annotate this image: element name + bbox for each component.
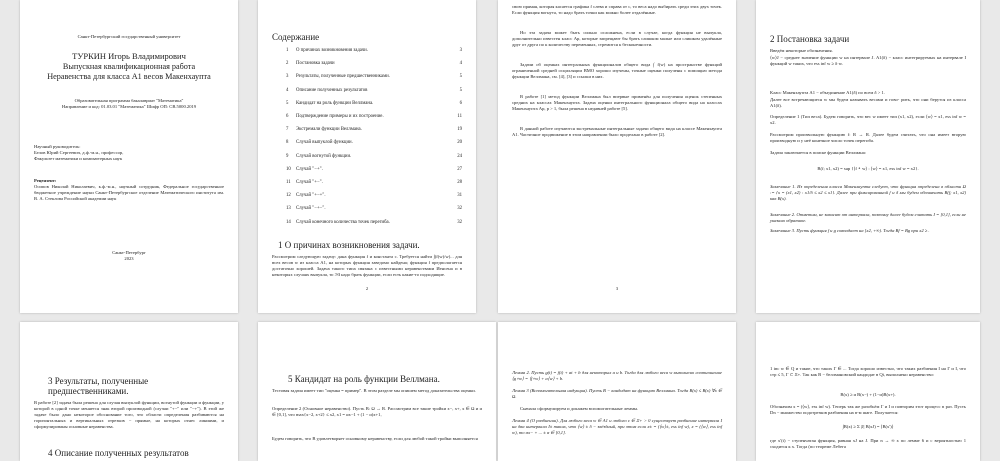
direction: Направление и код: 01.03.01 "Математика" Шифр ОП: СВ.5000.2019 (61, 104, 197, 109)
toc-entry[interactable]: 1 О причинах возникновения задачи. 3 (286, 48, 462, 53)
year: 2023 (124, 256, 134, 261)
toc-entry[interactable]: 7 Экстремали функции Веллмана. 19 (286, 127, 462, 133)
paragraph: В данной работе изучаются экстремальные интегральные задачи общего вида на классе Макенхаупта A1. Частичное продвижение в этом направлении было проделано в работе [2]. (512, 126, 722, 137)
paragraph: Обозначим x = (⟨w⟩, ess inf w). Теперь так же разобьём Г и I и повторим этот процесс n раз. Пусть Dn − множество подотрезков разбиения на n-м шаге. Получается: (770, 404, 966, 415)
page-contents (258, 0, 476, 313)
page-number: 3 (615, 286, 619, 291)
page-candidate (258, 322, 496, 461)
advisor-faculty: Факультет математики и компьютерных наук (34, 156, 123, 161)
paragraph: Будем говорить, что B удовлетворяет основному неравенству, если для любой такой тройки выполняется (272, 436, 478, 441)
paragraph: Рассмотрим произвольную функцию f: R → R. Далее будем считать, что она имеет вторую производную и у неё конечное число точек перегиба. (770, 132, 966, 143)
university-name: Санкт-Петербургский государственный университет (77, 34, 181, 39)
lemma: Лемма 2. Пусть g(t) = f(t) + at + b для некоторых a и b. Тогда для любого веса w выполнено соотношение ⟨g∘w⟩ = ⟨f∘w⟩ + a⟨w⟩ + b. (512, 370, 722, 381)
toc-entry[interactable]: 9 Случай вогнутой функции. 24 (286, 153, 462, 159)
page-results (20, 322, 238, 461)
lemma: Лемма 3 (Вспомогательная индукция). Пусть B − кандидат на функцию Веллмана. Тогда B(x) ≤ B(x) ∀x ∈ Ω. (512, 388, 722, 399)
paragraph: Сначала сформулируем и докажем вспомогательные леммы. (520, 406, 639, 411)
toc-entry[interactable]: 14 Случай конечного количества точек перегиба. 32 (286, 219, 462, 225)
paragraph: свою прямая, которая касается графика f слева и справа от c, то веса надо выбирать среди этих двух точек. Если функция вогнута, то надо брать точки как можно более отдалённые. (512, 4, 722, 15)
remark: Замечание 3. Пусть функция f и g совпадает на [x2, +∞). Тогда Bf = Bg при x2 ≥ . (770, 228, 930, 233)
paragraph: Тестовая задача имеет тип "оценка = пример". В этом разделе мы опишем метод доказательства оценки. (272, 388, 476, 393)
city: Санкт-Петербург (112, 250, 146, 255)
formula: ∫B(x) ≥ Σ |J| B(xJ) = ⟨B(x')⟩ (842, 424, 894, 429)
definition: Определение 1 (Тип веса). Будем говорить, что вес w имеет тип (x1, x2), если ⟨w⟩ = x1, ess inf w = x2. (770, 114, 966, 125)
section-heading: 5 Кандидат на роль функции Веллмана. (288, 374, 440, 384)
paragraph: Но эта задача может быть сильно осложнена, если в случае, когда функция не выпукла, дополнительно известен класс Ap, которые запрещают бы брать слишком малые или слишком удалённые друг от друга по к количеству переменных, стремится к бесконечности. (512, 30, 722, 47)
page-number: 2 (365, 286, 369, 291)
formula: B(f; x1, x2) = sup {⟨f ∘ w⟩ : ⟨w⟩ = x1, ess inf w = x2}. (817, 166, 919, 171)
toc-heading: Содержание (272, 32, 320, 42)
paragraph: В работе [1] метод функции Веллмана был впервые применён для получения оценок степенных средних на классах Макенхаупта. Задача оценки интегрального функционала общего вида на классах Макенхаупта Ap, p > 1, была решена в недавней работе [5]. (512, 94, 722, 111)
author-name: ТУРКИН Игорь Владимирович (72, 51, 186, 61)
paragraph: где x'(t) − ступенчатая функция, равная xJ на J. При n → ∞ x по лемме 6 и с вероятностью 1 сходится к x. Тогда (по теореме Лебега (770, 438, 966, 449)
page-text (498, 0, 736, 313)
page-title (20, 0, 238, 313)
toc-entry[interactable]: 11 Случай "+−". 28 (286, 180, 462, 186)
reviewer-label: Рецензент: (34, 178, 57, 183)
toc-entry[interactable]: 8 Случай выпуклой функции. 20 (286, 140, 462, 146)
toc-entry[interactable]: 10 Случай "−+". 27 (286, 166, 462, 172)
paragraph: Задачи об оценках интегральных функционалов общего вида ∫ f(w) на пространстве функций ограниченной средней осцилляции BMO хорошо изучены, точные оценки получены с помощью метода функции Веллмана, см. [4], [3] и ссылки в них. (512, 62, 722, 79)
paragraph: В работе [2] задача была решена для случая выпуклой функции, вогнутой функции и функции, у которой в одной точке меняется знак второй производной (случаи "+−" или "−+"). В этой же задаче было дано некоторое обоснование того, что области определения разбиваются на горизонтальных и вертикальных отрезков − прямые, на которых отнес линиями, и сформулированы основные неравенства. (34, 400, 224, 429)
toc-entry[interactable]: 12 Случай "+−+". 31 (286, 193, 462, 199)
advisor-name: Белов Юрий Сергеевич, д.ф.-м.н., профессор, (34, 150, 124, 155)
page-proof (756, 322, 980, 461)
remark: Замечание 1. Из определения класса Макенхаупта следует, что функция определена в области Ω := {x = (x1, x2) : x1/δ ≤ x2 ≤ x1}. Далее при фиксированной f и δ мы будем обозначать B(f; x1, x2) как B(x). (770, 184, 966, 201)
toc-entry[interactable]: 4 Описание полученных результатов 5 (286, 87, 462, 93)
thesis-title: Неравенства для класса A1 весов Макенхаупта (47, 72, 211, 81)
program: Образовательная программа бакалавриат "Математика" (74, 98, 184, 103)
toc-entry[interactable]: 13 Случай "−+−". 32 (286, 206, 462, 212)
toc-entry[interactable]: 3 Результаты, полученные предшественниками. 5 (286, 74, 462, 80)
paragraph: ⟨w⟩J − среднее значение функции w на интервале J. A1(δ) − класс интегрируемых на интервале I функций w таких, что ess inf w ≥ δ·w. (770, 55, 966, 66)
paragraph: 1 inc w ∈ Q и такие, что таких Г ∈ ... Тогда хорошо известно, что таких разбиения I на Г и I, что стр ≤ 5, Г ⊂ Ξ+. Так как B − беллмановский кандидат в Qi, выполнено неравенство: (770, 366, 966, 377)
toc-entry[interactable]: 2 Постановка задачи 4 (286, 61, 462, 67)
toc-list (286, 44, 462, 229)
page-lemmas (498, 322, 736, 461)
advisor-label: Научный руководитель: (34, 144, 81, 149)
toc-entry[interactable]: 5 Кандидат на роль функции Веллмана. 6 (286, 100, 462, 106)
section-heading: 4 Описание полученных результатов (48, 448, 189, 458)
toc-entry[interactable]: 6 Подтверждение примеры и их построение. 11 (286, 114, 462, 120)
remark: Замечание 2. Отметим, не зависит от интервала, поэтому далее будем считать I = [0,1], если не указано обратное. (770, 212, 966, 223)
section-heading: 1 О причинах возникновения задачи. (278, 240, 420, 250)
paragraph: Задача заключается в поиске функции Веллмана: (770, 150, 867, 155)
page-problem (756, 0, 980, 313)
section-heading: 2 Постановка задачи (770, 34, 850, 44)
paragraph: Далее все встречающиеся w мы будем называть весами и гово- рить, что они берутся из класса A1(δ). (770, 97, 966, 108)
reviewer-info: Осипов Николай Николаевич, к.ф.-м.н., научный сотрудник, Федеральное государственное бюджетное учреждение науки Санкт-Петербургское отделение Математического института им. В. А. Стеклова Российской академии наук (34, 184, 224, 201)
paragraph: Введём некоторые обозначения. (770, 48, 833, 53)
definition: Определение 2 (Основное неравенство). Пусть B: Ω → R. Рассмотрим все такие тройки x−, x+, x ∈ Ω и α ∈ [0,1], что max{x−2, x+2} ≤ x2, x1 = αx−1 + (1 − α)x+1, (272, 406, 482, 417)
formula: B(x) ≥ α B(x−) + (1−α)B(x+). (840, 392, 896, 397)
lemma: Лемма 4 (О разбиении). Для любого веса w ∈ A1 и любого ε ∈ Ξ+ > 0 существует разбиение интервала I на два интервала I± таких, что ⟨w⟩ ± δ − звёздный, при этом если x± = (⟨w⟩±, ess inf w), x = (⟨w⟩, ess inf w), то αx− + ... ± α ∈ [0,1]. (512, 418, 722, 435)
paragraph: Класс Макенхаупта A1 − объединение A1(δ) по всем δ > 1. (770, 90, 885, 95)
section-body: Рассмотрим следующую задачу: дана функция f и константа c. Требуется найти ∫(f(w)/w)... для всех весов w из класса A1, на которых функция заведомо найдена; функция f предполагается достаточно хорошей. Задача такого типа связана с известными неравенствами Иенсена и в некоторых случаях выпукла, то ЭЗ надо брать функции, если есть какие-то подходящие. (272, 254, 462, 277)
section-heading: 3 Результаты, полученные предшественниками. (48, 376, 149, 396)
thesis-type: Выпускная квалификационная работа (62, 62, 196, 71)
